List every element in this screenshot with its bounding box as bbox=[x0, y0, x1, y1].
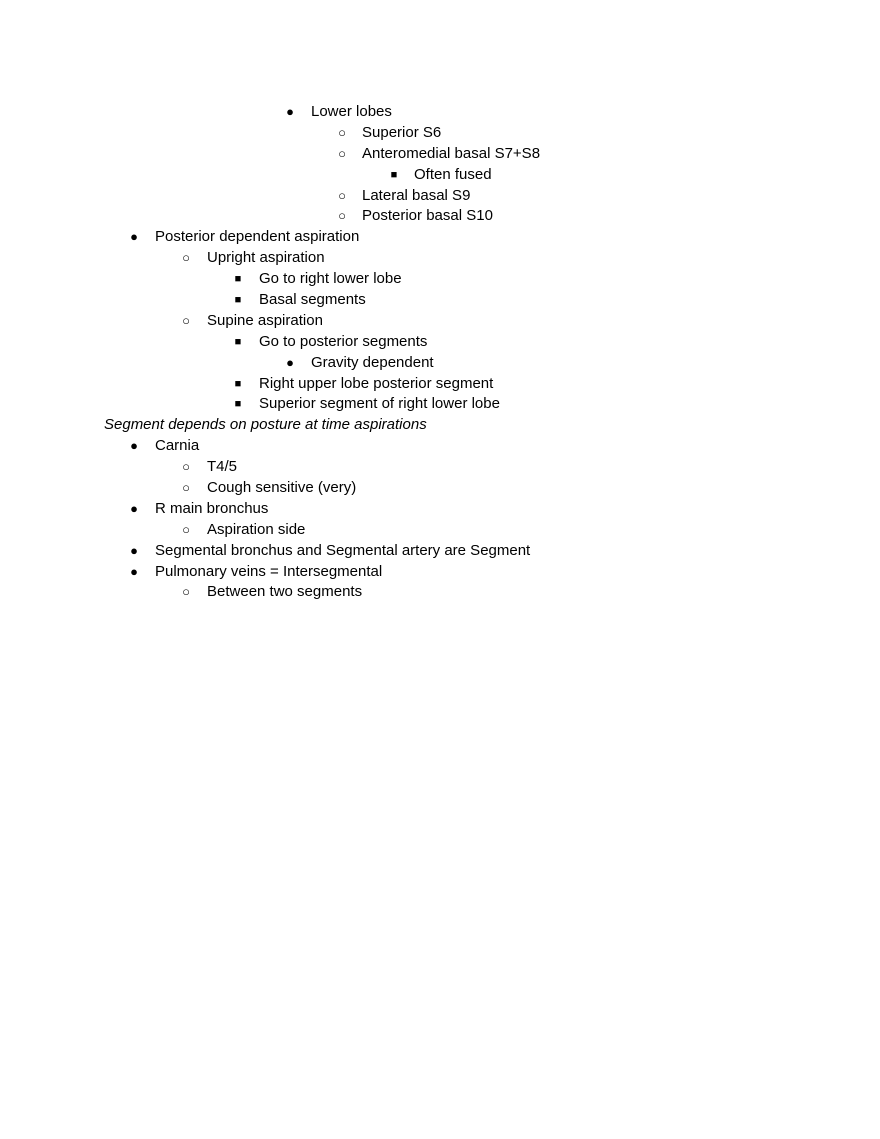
list-item-text: Right upper lobe posterior segment bbox=[259, 374, 494, 392]
disc-bullet-icon: ● bbox=[130, 563, 138, 579]
list-item-text: Superior S6 bbox=[362, 123, 442, 141]
disc-bullet-icon: ● bbox=[286, 104, 294, 119]
hollow-circle-bullet-icon: ○ bbox=[338, 145, 346, 161]
hollow-circle-bullet-icon: ○ bbox=[182, 312, 190, 328]
list-item bbox=[0, 227, 880, 248]
disc-bullet-icon: ● bbox=[286, 354, 294, 370]
list-item bbox=[0, 394, 880, 415]
list-item bbox=[0, 332, 880, 353]
list-item bbox=[0, 165, 880, 186]
italic-note bbox=[0, 415, 880, 436]
hollow-circle-bullet-icon: ○ bbox=[338, 124, 346, 140]
list-item bbox=[0, 123, 880, 144]
list-item bbox=[0, 374, 880, 395]
list-item bbox=[0, 269, 880, 290]
square-bullet-icon: ■ bbox=[234, 377, 242, 390]
list-item-text: Go to posterior segments bbox=[259, 332, 428, 350]
note-text: Segment depends on posture at time aspirations bbox=[104, 416, 427, 434]
list-item bbox=[0, 562, 880, 583]
notes-outline bbox=[0, 102, 880, 603]
list-item bbox=[0, 582, 880, 603]
list-item-text: Segmental bronchus and Segmental artery are Segment bbox=[155, 541, 531, 559]
list-item-text: Basal segments bbox=[259, 291, 366, 309]
list-item-text: Posterior basal S10 bbox=[362, 207, 493, 225]
list-item-text: Lower lobes bbox=[311, 103, 392, 120]
list-item bbox=[0, 206, 880, 227]
list-item-text: Posterior dependent aspiration bbox=[155, 228, 360, 246]
hollow-circle-bullet-icon: ○ bbox=[182, 584, 190, 600]
list-item-text: Pulmonary veins = Intersegmental bbox=[155, 562, 383, 580]
list-item bbox=[0, 311, 880, 332]
list-item-text: Go to right lower lobe bbox=[259, 270, 402, 288]
disc-bullet-icon: ● bbox=[130, 438, 138, 454]
list-item-text: Often fused bbox=[414, 165, 492, 183]
square-bullet-icon: ■ bbox=[234, 335, 242, 348]
list-item-text: Between two segments bbox=[207, 583, 363, 601]
disc-bullet-icon: ● bbox=[130, 500, 138, 516]
list-item-text: T4/5 bbox=[207, 458, 238, 476]
disc-bullet-icon: ● bbox=[130, 542, 138, 558]
disc-bullet-icon: ● bbox=[130, 229, 138, 245]
list-item-text: Aspiration side bbox=[207, 520, 306, 538]
list-item-text: Lateral basal S9 bbox=[362, 186, 471, 204]
hollow-circle-bullet-icon: ○ bbox=[182, 521, 190, 537]
square-bullet-icon: ■ bbox=[390, 168, 398, 181]
list-item bbox=[0, 186, 880, 207]
list-item bbox=[0, 541, 880, 562]
square-bullet-icon: ■ bbox=[234, 294, 242, 307]
list-item-text: Upright aspiration bbox=[207, 249, 325, 267]
list-item-text: Superior segment of right lower lobe bbox=[259, 395, 500, 413]
list-item bbox=[0, 290, 880, 311]
hollow-circle-bullet-icon: ○ bbox=[182, 459, 190, 475]
list-item bbox=[0, 478, 880, 499]
list-item bbox=[0, 102, 880, 123]
list-item-text: Carnia bbox=[155, 437, 200, 455]
list-item-text: Cough sensitive (very) bbox=[207, 479, 357, 497]
list-item-text: Anteromedial basal S7+S8 bbox=[362, 144, 541, 162]
list-item-text: Supine aspiration bbox=[207, 311, 323, 329]
list-item-text: Gravity dependent bbox=[311, 353, 434, 371]
hollow-circle-bullet-icon: ○ bbox=[182, 480, 190, 496]
square-bullet-icon: ■ bbox=[234, 273, 242, 286]
list-item bbox=[0, 436, 880, 457]
square-bullet-icon: ■ bbox=[234, 398, 242, 411]
list-item bbox=[0, 144, 880, 165]
list-item bbox=[0, 457, 880, 478]
list-item bbox=[0, 248, 880, 269]
hollow-circle-bullet-icon: ○ bbox=[338, 187, 346, 203]
list-item bbox=[0, 520, 880, 541]
hollow-circle-bullet-icon: ○ bbox=[338, 208, 346, 224]
hollow-circle-bullet-icon: ○ bbox=[182, 250, 190, 266]
list-item bbox=[0, 499, 880, 520]
list-item-text: R main bronchus bbox=[155, 499, 269, 517]
list-item bbox=[0, 353, 880, 374]
